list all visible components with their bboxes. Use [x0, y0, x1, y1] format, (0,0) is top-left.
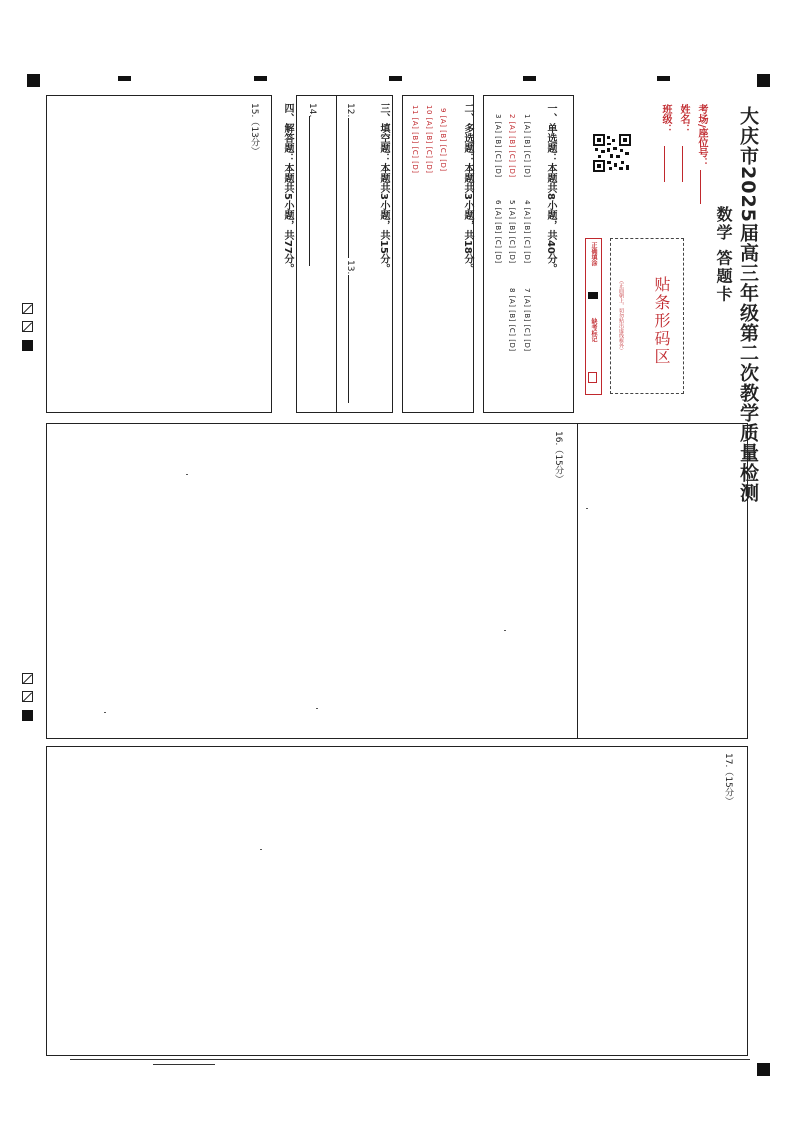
scan-speck: [586, 508, 588, 509]
field-class-label: 班级：: [660, 104, 671, 134]
scan-speck: [186, 474, 188, 475]
q15-answer-box[interactable]: [46, 95, 272, 413]
q8-options[interactable]: 8 [A] [B] [C] [D]: [508, 288, 516, 352]
timing-mark: [523, 76, 536, 81]
page-marker-filled: [22, 710, 33, 721]
q16-label: 16.（15分）: [553, 431, 563, 484]
page-marker-box: [22, 321, 33, 332]
q16-divider: [577, 423, 578, 739]
q15-label: 15.（13分）: [249, 103, 259, 156]
legend-correct-label: 正确填涂: [590, 242, 597, 266]
exam-subtitle: 数学 答题卡: [714, 206, 733, 304]
answer-section-title: 四、解答题：本题共5小题，共77分。: [282, 103, 293, 274]
scan-speck: [260, 849, 262, 850]
timing-mark: [657, 76, 670, 81]
q11-options[interactable]: 11 [A] [B] [C] [D]: [411, 105, 419, 174]
fill-blank-divider: [336, 95, 337, 413]
q3-options[interactable]: 3 [A] [B] [C] [D]: [494, 114, 502, 178]
multi-choice-title: 二、多选题：本题共3小题，共18分。: [462, 103, 473, 274]
fill-blank-title: 三、填空题：本题共3小题，共15分。: [378, 103, 389, 274]
q5-options[interactable]: 5 [A] [B] [C] [D]: [508, 200, 516, 264]
qr-code: [593, 134, 631, 172]
scan-speck: [316, 708, 318, 709]
barcode-label: 贴条形码区: [652, 276, 671, 366]
q10-options[interactable]: 10 [A] [B] [C] [D]: [425, 105, 433, 174]
legend-absent-box[interactable]: [588, 372, 597, 383]
single-choice-title: 一、单选题：本题共8小题，共40分。: [545, 103, 556, 274]
timing-mark: [254, 76, 267, 81]
q14-answer-line[interactable]: [309, 116, 310, 266]
field-name-line: [682, 146, 683, 182]
q7-options[interactable]: 7 [A] [B] [C] [D]: [523, 288, 531, 352]
exam-title: 大庆市2025届高三年级第二次教学质量检测: [737, 106, 759, 503]
footer-line: [70, 1059, 750, 1060]
timing-mark: [389, 76, 402, 81]
field-class-line: [664, 146, 665, 182]
scan-speck: [504, 630, 506, 631]
corner-mark-bottom-right: [757, 1063, 770, 1076]
q17-answer-box[interactable]: [46, 746, 748, 1056]
page-marker-box: [22, 691, 33, 702]
legend-absent-label: 缺考标记: [590, 318, 597, 342]
scan-speck: [104, 712, 106, 713]
page-marker-box: [22, 303, 33, 314]
barcode-note: （正面朝上，切勿贴出虚线框外）: [618, 278, 624, 353]
q17-label: 17.（15分）: [723, 753, 733, 806]
corner-mark-top-right: [757, 74, 770, 87]
q14-label: 14.: [307, 103, 317, 118]
page-marker-filled: [22, 340, 33, 351]
legend-correct-sample: [588, 292, 598, 299]
q6-options[interactable]: 6 [A] [B] [C] [D]: [494, 200, 502, 264]
q12-label: 12.: [345, 103, 355, 118]
q1-options[interactable]: 1 [A] [B] [C] [D]: [523, 114, 531, 178]
q4-options[interactable]: 4 [A] [B] [C] [D]: [523, 200, 531, 264]
field-name-label: 姓名：: [678, 104, 689, 134]
timing-mark: [118, 76, 131, 81]
page-marker-box: [22, 673, 33, 684]
q9-options[interactable]: 9 [A] [B] [C] [D]: [439, 108, 447, 172]
q13-label: 13.: [345, 260, 355, 275]
q13-answer-line[interactable]: [348, 275, 349, 403]
corner-mark-top-left: [27, 74, 40, 87]
footer-line-short: [153, 1064, 215, 1065]
q12-answer-line[interactable]: [348, 118, 349, 258]
field-seat-label: 考场/座位号：: [696, 104, 707, 168]
q16-answer-box[interactable]: [46, 423, 748, 739]
field-seat-line: [700, 170, 701, 204]
q2-options[interactable]: 2 [A] [B] [C] [D]: [508, 114, 516, 178]
